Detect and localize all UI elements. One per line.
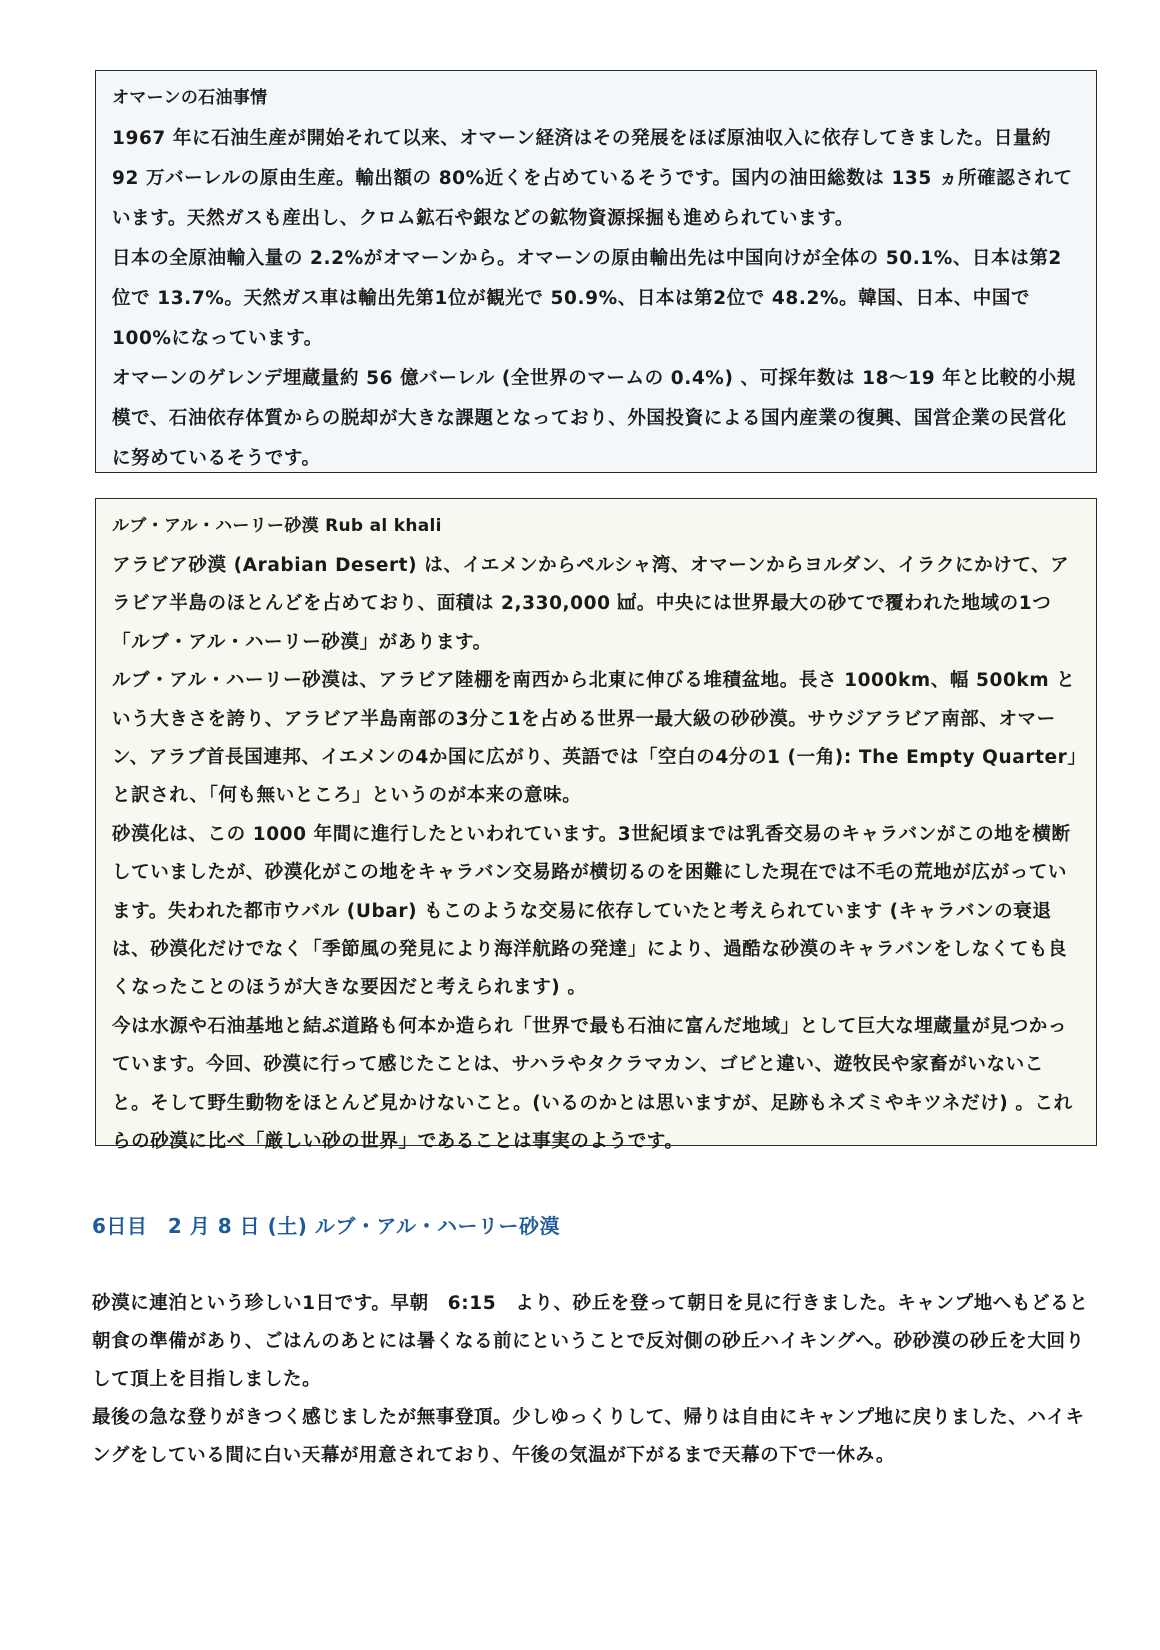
desert-info-box xyxy=(95,498,1097,1153)
desert-paragraph-3: 砂漠化は、この 1000 年間に進行したといわれています。3世紀頃までは乳香交易のキャラバンがこの地を横断していましたが、砂漠化がこの地をキャラバン交易路が横切るのを困難にした現在では不毛の荒地が広がっています。失われた都市ウバル (Ubar) もこのような交易に依存していたと考えられています (キャラバンの衰退は、砂漠化だけでなく「季節風の発見により海洋航路の発達」により、過酷な砂漠のキャラバンをしなくても良くなったことのほうが大きな要因だと考えられます) 。 xyxy=(112,823,1071,999)
oil-paragraph-2: 日本の全原油輸入量の 2.2%がオマーンから。オマーンの原由輸出先は中国向けが全体の 50.1%、日本は第2位で 13.7%。天然ガス車は輸出先第1位が観光で 50.9%、日本は第2位で 48.2%。韓国、日本、中国で 100%になっています。 xyxy=(112,248,1062,349)
desert-paragraph-2: ルブ・アル・ハーリー砂漠は、アラビア陸棚を南西から北東に伸びる堆積盆地。長さ 1000km、幅 500km という大きさを誇り、アラビア半島南部の3分こ1を占める世界一最大級の砂砂漠。サウジアラビア南部、オマーン、アラブ首長国連邦、イエメンの4か国に広がり、英語では「空白の4分の1 (一角): The Empty Quarter」と訳され、「何も無いところ」というのが本来の意味。 xyxy=(112,670,1078,807)
day-heading: 6日目 2 月 8 日 (土) ルブ・アル・ハーリー砂漠 xyxy=(92,1214,561,1238)
oil-paragraph-3: オマーンのゲレンデ埋蔵量約 56 億バーレル (全世界のマームの 0.4%) 、可採年数は 18～19 年と比較的小規模で、石油依存体質からの脱却が大きな課題となっており、外国投資による国内産業の復興、国営企業の民営化に努めているそうです。 xyxy=(112,368,1076,469)
desert-paragraph-4: 今は水源や石油基地と結ぶ道路も何本か造られ「世界で最も石油に富んだ地域」として巨大な埋蔵量が見つかっています。今回、砂漠に行って感じたことは、サハラやタクラマカン、ゴビと違い、遊牧民や家畜がいないこと。そして野生動物をほとんど見かけないこと。(いるのかとは思いますが、足跡もネズミやキツネだけ) 。これらの砂漠に比べ「厳しい砂の世界」であることは事実のようです。 xyxy=(112,1015,1073,1153)
oil-paragraph-1: 1967 年に石油生産が開始それて以来、オマーン経済はその発展をほぼ原油収入に依存してきました。日量約 92 万バーレルの原由生産。輸出額の 80%近くを占めているそうです。国内の油田総数は 135 ヵ所確認されています。天然ガスも産出し、クロム鉱石や銀などの鉱物資源採掘も進められています。 xyxy=(112,128,1073,229)
day-body-text xyxy=(92,1285,1102,1475)
oil-info-box xyxy=(95,70,1097,473)
desert-paragraph-1: アラビア砂漠 (Arabian Desert) は、イエメンからペルシャ湾、オマーンからヨルダン、イラクにかけて、アラビア半島のほとんどを占めており、面積は 2,330,000 ㎢。中央には世界最大の砂てで覆われた地域の1つ「ルブ・アル・ハーリー砂漠」があります。 xyxy=(112,555,1070,653)
day-paragraph-1: 砂漠に連泊という珍しい1日です。早朝 6:15 より、砂丘を登って朝日を見に行きました。キャンプ地へもどると朝食の準備があり、ごはんのあとには暑くなる前にということで反対側の砂丘ハイキングへ。砂砂漠の砂丘を大回りして頂上を目指しました。 xyxy=(92,1293,1089,1390)
day-paragraph-2: 最後の急な登りがきつく感じましたが無事登頂。少しゆっくりして、帰りは自由にキャンプ地に戻りました、ハイキングをしている間に白い天幕が用意されており、午後の気温が下がるまで天幕の下で一休み。 xyxy=(92,1407,1085,1466)
desert-box-title: ルブ・アル・ハーリー砂漠 Rub al khali xyxy=(112,516,442,536)
oil-box-title: オマーンの石油事情 xyxy=(112,88,268,108)
